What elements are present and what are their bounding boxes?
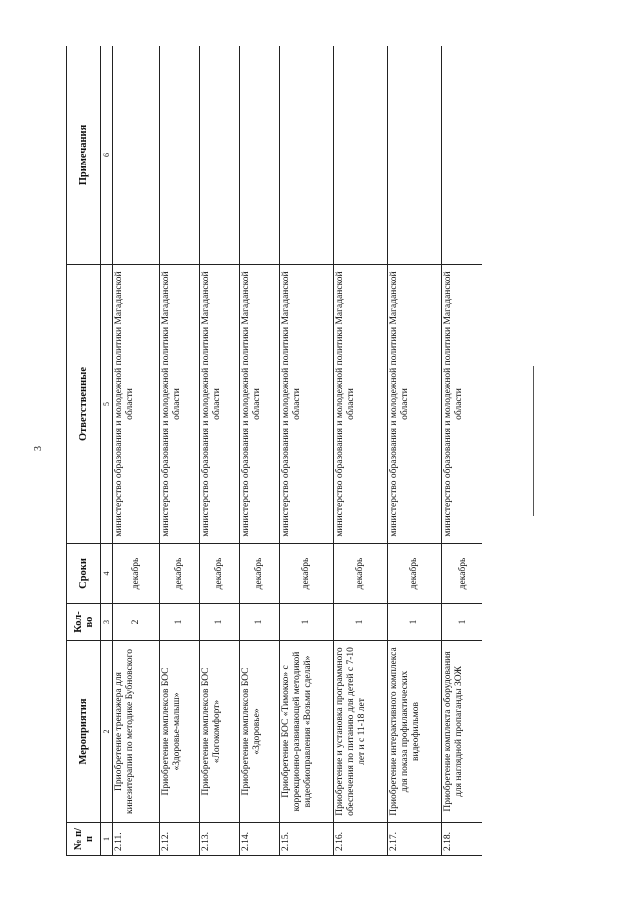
row-notes [334,46,388,265]
header-num: № п/п [67,823,101,856]
header-notes: Примечания [67,46,101,265]
row-event: Приобретение комплексов БОС «Здоровье» [240,641,280,823]
row-event: Приобретение тренажера для кинезитерапии по методике Бубновского [113,641,160,823]
header-event: Мероприятия [67,641,101,823]
row-num: 2.14. [240,823,280,856]
events-table [66,46,482,856]
row-qty: 1 [334,604,388,641]
column-number: 3 [101,604,113,641]
row-responsible: министерство образования и молодежной политики Магаданской области [442,265,483,544]
row-qty: 1 [200,604,240,641]
row-term: декабрь [442,544,483,604]
row-term: декабрь [280,544,334,604]
table-container [66,46,482,856]
column-number: 4 [101,544,113,604]
row-num: 2.15. [280,823,334,856]
row-event: Приобретение комплекта оборудования для наглядной пропаганды ЗОЖ [442,641,483,823]
row-term: декабрь [200,544,240,604]
row-responsible: министерство образования и молодежной политики Магаданской области [334,265,388,544]
row-qty: 1 [442,604,483,641]
table-row [240,46,280,856]
table-row [113,46,160,856]
row-responsible: министерство образования и молодежной политики Магаданской области [200,265,240,544]
row-event: Приобретение БОС «Тимокко» с коррекционно-развивающей методикой видеобиоправления «Возьми сделай» [280,641,334,823]
row-qty: 1 [280,604,334,641]
row-responsible: министерство образования и молодежной политики Магаданской области [113,265,160,544]
table-row [334,46,388,856]
row-term: декабрь [113,544,160,604]
row-notes [280,46,334,265]
row-num: 2.16. [334,823,388,856]
row-qty: 1 [388,604,442,641]
row-event: Приобретение комплексов БОС «Здоровье-малыш» [160,641,200,823]
row-responsible: министерство образования и молодежной политики Магаданской области [240,265,280,544]
row-responsible: министерство образования и молодежной политики Магаданской области [280,265,334,544]
row-event: Приобретение и установка программного обеспечения по питанию для детей с 7-10 лет и с 11-18 лет [334,641,388,823]
row-qty: 1 [160,604,200,641]
column-number: 6 [101,46,113,265]
row-notes [240,46,280,265]
row-responsible: министерство образования и молодежной политики Магаданской области [160,265,200,544]
page-number: 3 [33,446,44,451]
header-responsible: Ответственные [67,265,101,544]
header-qty: Кол-во [67,604,101,641]
separator-line [533,366,534,516]
row-event: Приобретение комплексов БОС «Логокомфорт» [200,641,240,823]
column-number: 5 [101,265,113,544]
row-num: 2.18. [442,823,483,856]
row-num: 2.12. [160,823,200,856]
row-num: 2.11. [113,823,160,856]
row-num: 2.13. [200,823,240,856]
row-term: декабрь [160,544,200,604]
row-qty: 1 [240,604,280,641]
table-row [388,46,442,856]
row-notes [113,46,160,265]
table-row [200,46,240,856]
table-row [442,46,483,856]
column-number: 2 [101,641,113,823]
row-event: Приобретение интерактивного комплекса для показа профилактических видеофильмов [388,641,442,823]
table-row [160,46,200,856]
table-row [280,46,334,856]
header-term: Сроки [67,544,101,604]
row-term: декабрь [388,544,442,604]
column-number: 1 [101,823,113,856]
row-notes [388,46,442,265]
row-term: декабрь [334,544,388,604]
row-notes [442,46,483,265]
row-notes [160,46,200,265]
row-notes [200,46,240,265]
row-term: декабрь [240,544,280,604]
row-qty: 2 [113,604,160,641]
row-responsible: министерство образования и молодежной политики Магаданской области [388,265,442,544]
column-numbers-row [101,46,113,856]
row-num: 2.17. [388,823,442,856]
